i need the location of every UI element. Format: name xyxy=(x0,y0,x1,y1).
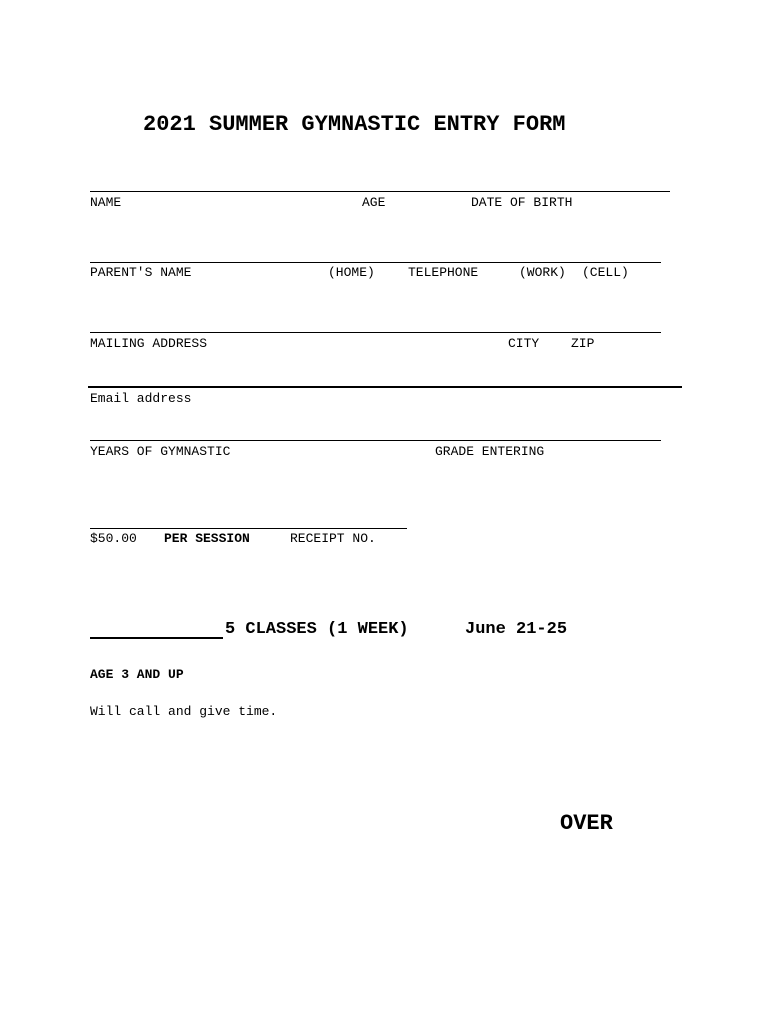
city-label: CITY xyxy=(508,336,540,351)
parent-name-label: PARENT'S NAME xyxy=(90,265,192,280)
date-of-birth-label: DATE OF BIRTH xyxy=(471,195,573,210)
fee-amount: $50.00 xyxy=(90,531,137,546)
work-phone-label: (WORK) xyxy=(519,265,566,280)
name-age-dob-field-line[interactable] xyxy=(90,191,670,192)
classes-dates: June 21-25 xyxy=(465,620,568,639)
form-title: 2021 SUMMER GYMNASTIC ENTRY FORM xyxy=(143,112,566,137)
classes-label: 5 CLASSES (1 WEEK) xyxy=(225,620,409,639)
mailing-address-label: MAILING ADDRESS xyxy=(90,336,208,351)
time-note: Will call and give time. xyxy=(90,704,278,719)
grade-entering-label: GRADE ENTERING xyxy=(435,444,545,459)
receipt-number-label: RECEIPT NO. xyxy=(290,531,376,546)
cell-phone-label: (CELL) xyxy=(582,265,629,280)
years-grade-field-line[interactable] xyxy=(90,440,661,441)
years-of-gymnastic-label: YEARS OF GYMNASTIC xyxy=(90,444,231,459)
parent-telephone-field-line[interactable] xyxy=(90,262,661,263)
over-indicator: OVER xyxy=(560,811,613,836)
per-session-label: PER SESSION xyxy=(164,531,250,546)
classes-selection-line[interactable] xyxy=(90,637,223,639)
telephone-label: TELEPHONE xyxy=(408,265,479,280)
zip-label: ZIP xyxy=(571,336,595,351)
email-field-line[interactable] xyxy=(88,386,682,388)
email-address-label: Email address xyxy=(90,391,192,406)
receipt-field-line[interactable] xyxy=(90,528,407,529)
age-requirement: AGE 3 AND UP xyxy=(90,667,184,682)
age-label: AGE xyxy=(362,195,386,210)
home-phone-label: (HOME) xyxy=(328,265,375,280)
name-label: NAME xyxy=(90,195,122,210)
mailing-address-field-line[interactable] xyxy=(90,332,661,333)
